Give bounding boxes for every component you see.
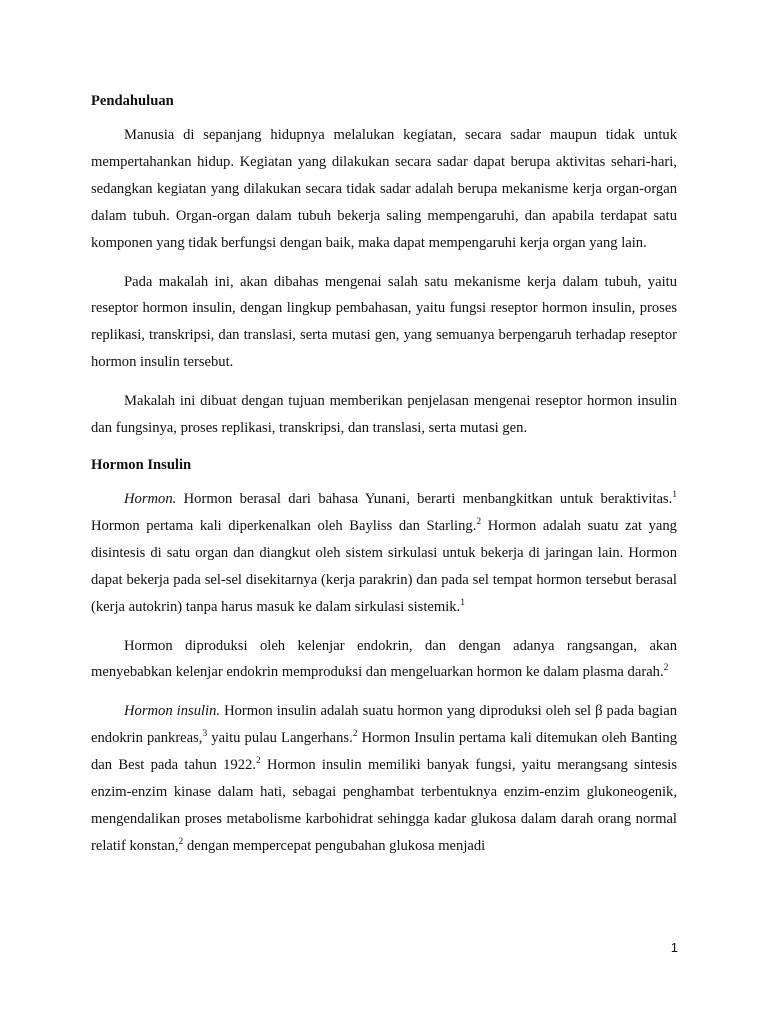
- citation: 3: [202, 729, 208, 740]
- text-segment: Hormon berasal dari bahasa Yunani, berarti menbangkitkan untuk beraktivitas.: [176, 490, 673, 507]
- term-hormon: Hormon.: [124, 490, 177, 507]
- paragraph-intro-2: Pada makalah ini, akan dibahas mengenai salah satu mekanisme kerja dalam tubuh, yaitu reseptor hormon insulin, dengan lingkup pembahasan, yaitu fungsi reseptor hormon insulin, proses replikasi, transkripsi, dan translasi, serta mutasi gen, yang semuanya berpengaruh terhadap reseptor hormon insulin tersebut.: [91, 273, 677, 371]
- citation: 2: [178, 836, 184, 847]
- citation: 2: [663, 663, 669, 674]
- document-page: [91, 90, 677, 860]
- paragraph-intro-1: Manusia di sepanjang hidupnya melalukan kegiatan, secara sadar maupun tidak untuk mempertahankan hidup. Kegiatan yang dilakukan secara sadar dapat berupa aktivitas sehari-hari, sedangkan kegiatan yang dilakukan secara tidak sadar adalah berupa mekanisme kerja organ-organ dalam tubuh. Organ-organ dalam tubuh bekerja saling mempengaruhi, dan apabila terdapat satu komponen yang tidak berfungsi dengan baik, maka dapat mempengaruhi kerja organ yang lain.: [91, 127, 677, 251]
- text-segment: Hormon insulin memiliki banyak fungsi, yaitu merangsang sintesis enzim-enzim kinase dalam hati, sebagai penghambat terbentuknya enzim-enzim glukoneogenik, mengendalikan proses metabolisme karbohidrat sehingga kadar glukosa dalam darah orang normal relatif konstan,: [91, 757, 678, 854]
- text-segment: Hormon adalah suatu zat yang disintesis di satu organ dan diangkut oleh sistem sirkulasi untuk bekerja di jaringan lain. Hormon dapat bekerja pada sel-sel disekitarnya (kerja parakrin) dan pada sel tempat hormon tersebut berasal (kerja autokrin) tanpa harus masuk ke dalam sirkulasi sistemik.: [91, 517, 677, 615]
- page-number: 1: [670, 940, 678, 955]
- citation: 2: [255, 756, 261, 767]
- section-heading-hormon-insulin: Hormon Insulin: [91, 456, 192, 473]
- term-hormon-insulin: Hormon insulin.: [124, 703, 221, 720]
- paragraph-hormon-definition: [91, 486, 677, 621]
- paragraph-hormon-production: [91, 633, 677, 687]
- text-segment: dengan mempercepat pengubahan glukosa menjadi: [183, 837, 486, 854]
- citation: 2: [476, 517, 482, 528]
- text-segment: Hormon pertama kali diperkenalkan oleh Bayliss dan Starling.: [91, 517, 477, 534]
- citation: 1: [460, 597, 465, 608]
- citation: 2: [352, 729, 358, 740]
- paragraph-intro-3: Makalah ini dibuat dengan tujuan memberikan penjelasan mengenai reseptor hormon insulin dan fungsinya, proses replikasi, transkripsi, dan translasi, serta mutasi gen.: [91, 393, 677, 437]
- text-segment: yaitu pulau Langerhans.: [207, 730, 353, 747]
- text-segment: Hormon diproduksi oleh kelenjar endokrin, dan dengan adanya rangsangan, akan menyebabkan kelenjar endokrin memproduksi dan mengeluarkan hormon ke dalam plasma darah.: [91, 637, 677, 681]
- paragraph-hormon-insulin: [91, 698, 677, 859]
- text-segment: Hormon Insulin pertama kali ditemukan oleh Banting dan Best pada tahun 1922.: [91, 730, 677, 774]
- citation: 1: [672, 490, 677, 501]
- text-segment: Hormon insulin adalah suatu hormon yang diproduksi oleh sel β pada bagian endokrin pankreas,: [91, 703, 677, 747]
- section-heading-pendahuluan: Pendahuluan: [91, 93, 174, 109]
